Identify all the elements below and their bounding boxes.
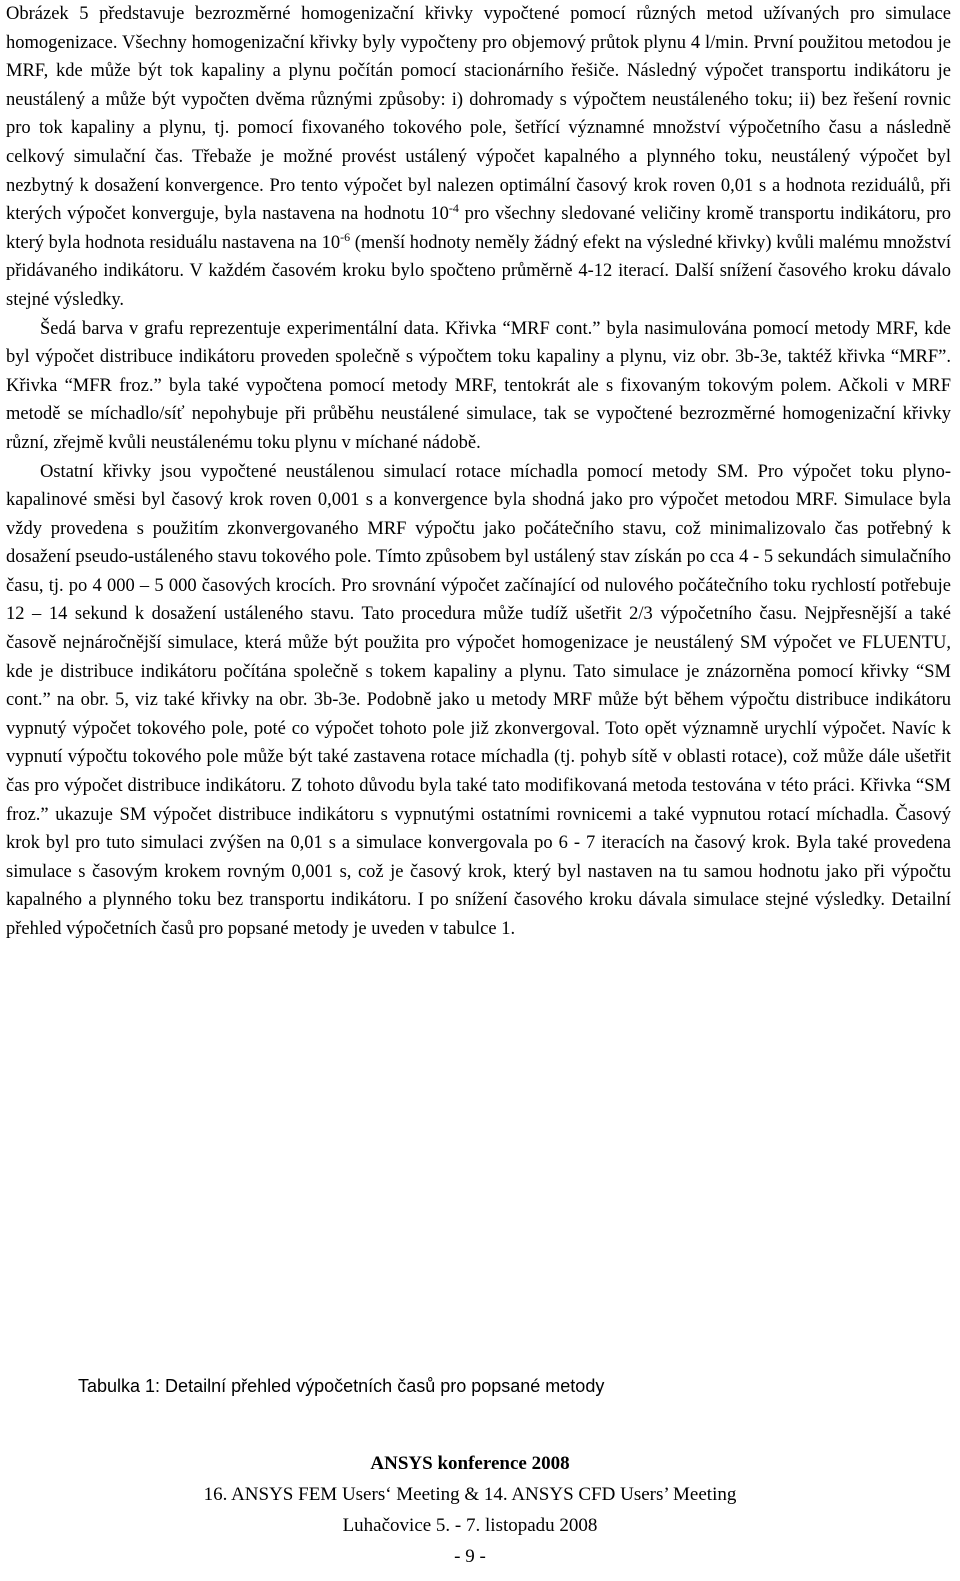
footer-location-date: Luhačovice 5. - 7. listopadu 2008 (342, 1515, 598, 1536)
superscript-exponent: -6 (340, 229, 351, 244)
footer-conference: ANSYS konference 2008 (370, 1453, 570, 1474)
text-segment: (menší hodnoty neměly žádný efekt na výsledné křivky) kvůli malému množství přidávaného indikátoru. V každém časovém kroku bylo spočteno průměrně 4-12 iterací. Další snížení časového kroku dávalo stejné výsledky. (6, 232, 951, 310)
superscript-exponent: -4 (448, 201, 459, 215)
footer-meeting: 16. ANSYS FEM Users‘ Meeting & 14. ANSYS CFD Users’ Meeting (203, 1484, 737, 1505)
table-caption: Tabulka 1: Detailní přehled výpočetních časů pro popsané metody (78, 1376, 605, 1396)
text-segment: Šedá barva v grafu reprezentuje experimentální data. Křivka “MRF cont.” byla nasimulována pomocí metody MRF, kde byl výpočet distribuce indikátoru proveden společně s výpočtem toku kapaliny a plynu, viz obr. 3b-3e, taktéž křivka “MRF”. Křivka “MFR froz.” byla také vypočtena pomocí metody MRF, tentokrát ale s fixovaným tokovým polem. Ačkoli v MRF metodě se míchadlo/síť nepohybuje při průběhu neustálené simulace, tak se vypočtené bezrozměrné homogenizační křivky různí, zřejmě kvůli neustálenému toku plynu v míchané nádobě. (6, 318, 951, 453)
paragraph-1 (6, 0, 951, 315)
text-segment: Ostatní křivky jsou vypočtené neustálenou simulací rotace míchadla pomocí metody SM. Pro výpočet toku plyno-kapalinové směsi byl časový krok roven 0,001 s a konvergence byla shodná jako pro výpočet metodou MRF. Simulace byla vždy provedena s použitím zkonvergovaného MRF výpočtu jako počátečního stavu, což minimalizovalo čas potřebný k dosažení pseudo-ustáleného stavu tokového pole. Tímto způsobem byl ustálený stav získán po cca 4 - 5 sekundách simulačního času, tj. po 4 000 – 5 000 časových krocích. Pro srovnání výpočet začínající od nulového počátečního toku rychlostí potřebuje 12 – 14 sekund k dosažení ustáleného stavu. Tato procedura může tudíž ušetřit 2/3 výpočetního času. Nejpřesnější a také časově nejnáročnější simulace, která může být použita pro výpočet homogenizace je neustálený SM výpočet ve FLUENTU, kde je distribuce indikátoru počítána společně s tokem kapaliny a plynu. Tato simulace je znázorněna pomocí křivky “SM cont.” na obr. 5, viz také křivky na obr. 3b-3e. Podobně jako u metody MRF může být během výpočtu distribuce indikátoru vypnutý výpočet tokového pole, poté co výpočet tohoto pole již zkonvergoval. Toto opět významně urychlí výpočet. Navíc k vypnutí výpočtu tokového pole může být také zastavena rotace míchadla (tj. pohyb sítě v oblasti rotace), což může dále ušetřit čas pro výpočet distribuce indikátoru. Z tohoto důvodu byla také tato modifikovaná metoda testována v této práci. Křivka “SM froz.” ukazuje SM výpočet distribuce indikátoru s vypnutými ostatními rovnicemi a také vypnutou rotací míchadla. Časový krok byl pro tuto simulaci zvýšen na 0,01 s a simulace konvergovala po 6 - 7 iteracích na časový krok. Byla také provedena simulace s časovým krokem rovným 0,001 s, což je časový krok, který byl nastaven na tu samou hodnotu jako při výpočtu kapalného a plynného toku bez transportu indikátoru. I po snížení časového kroku dávala simulace stejné výsledky. Detailní přehled výpočetních časů pro popsané metody je uveden v tabulce 1. (6, 461, 951, 939)
page-footer (0, 1448, 940, 1572)
text-segment: Obrázek 5 představuje bezrozměrné homogenizační křivky vypočtené pomocí různých metod užívaných pro simulace homogenizace. Všechny homogenizační křivky byly vypočteny pro objemový průtok plynu 4 l/min. První použitou metodou je MRF, kde může být tok kapaliny a plynu počítán pomocí stacionárního řešiče. Následný výpočet transportu indikátoru je neustálený a může být vypočten dvěma různými způsoby: i) dohromady s výpočtem neustáleného toku; ii) bez řešení rovnic pro tok kapaliny a plynu, tj. pomocí fixovaného tokového pole, šetřící významné množství výpočetního času a následně celkový simulační čas. Třebaže je možné provést ustálený výpočet kapalného a plynného toku, neustálený výpočet byl nezbytný k dosažení konvergence. Pro tento výpočet byl nalezen optimální časový krok roven 0,01 s a hodnota reziduálů, při kterých výpočet konverguje, byla nastavena na hodnotu 10 (6, 4, 951, 225)
paragraph-3 (6, 458, 951, 944)
text-segment: pro všechny sledované veličiny kromě transportu indikátoru, pro který byla hodnota residuálu nastavena na 10 (6, 204, 951, 253)
body-text (6, 0, 951, 944)
page-number: - 9 - (454, 1546, 486, 1567)
paragraph-2 (6, 315, 951, 458)
